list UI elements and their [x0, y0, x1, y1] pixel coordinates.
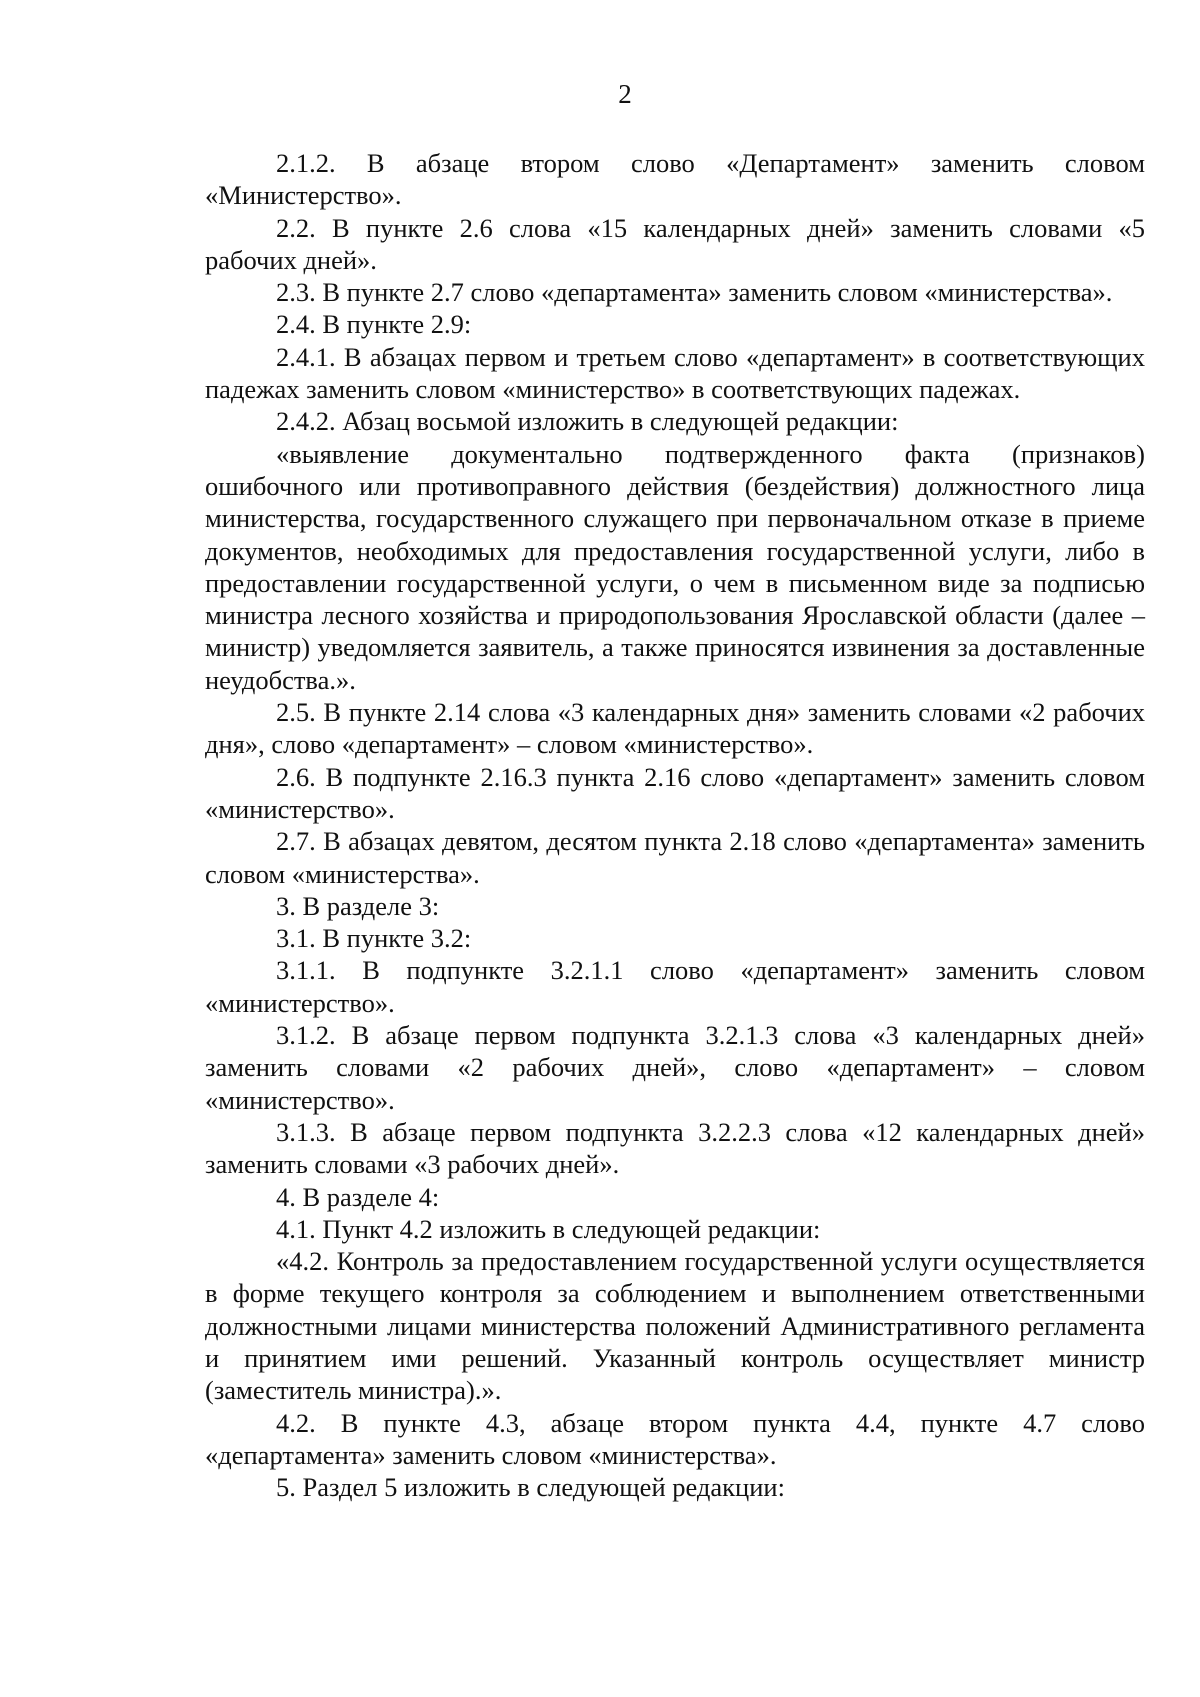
- paragraph-2-4: 2.4. В пункте 2.9:: [276, 309, 472, 340]
- paragraph-2-3: 2.3. В пункте 2.7 слово «департамента» заменить словом «министерства».: [276, 277, 1113, 308]
- page-number: 2: [618, 79, 632, 109]
- paragraph-4: 4. В разделе 4:: [276, 1181, 440, 1212]
- paragraph-4-2: 4.2. В пункте 4.3, абзаце втором пункта 4.4, пункте 4.7 слово «департамента» заменить словом «министерства».: [205, 1407, 1145, 1470]
- paragraph-2-7: 2.7. В абзацах девятом, десятом пункта 2.18 слово «департамента» заменить словом «министерства».: [205, 826, 1145, 889]
- document-body: [205, 147, 1145, 1503]
- paragraph-2-6: 2.6. В подпункте 2.16.3 пункта 2.16 слово «департамент» заменить словом «министерство».: [205, 761, 1145, 824]
- paragraph-3-1-2: 3.1.2. В абзаце первом подпункта 3.2.1.3 слова «3 календарных дней» заменить словами «2 рабочих дней», слово «департамент» – словом «министерство».: [205, 1020, 1145, 1115]
- paragraph-2-4-2: 2.4.2. Абзац восьмой изложить в следующей редакции:: [276, 406, 899, 437]
- paragraph-3: 3. В разделе 3:: [276, 890, 440, 921]
- paragraph-3-1-1: 3.1.1. В подпункте 3.2.1.1 слово «департамент» заменить словом «министерство».: [205, 955, 1145, 1018]
- paragraph-2-5: 2.5. В пункте 2.14 слова «3 календарных дня» заменить словами «2 рабочих дня», слово «департамент» – словом «министерство».: [205, 697, 1145, 760]
- paragraph-4-1: 4.1. Пункт 4.2 изложить в следующей редакции:: [276, 1213, 821, 1244]
- paragraph-5: 5. Раздел 5 изложить в следующей редакции:: [276, 1472, 785, 1503]
- paragraph-2-4-1: 2.4.1. В абзацах первом и третьем слово «департамент» в соответствующих падежах заменить словом «министерство» в соответствующих падежах.: [205, 341, 1145, 405]
- paragraph-3-1-3: 3.1.3. В абзаце первом подпункта 3.2.2.3 слова «12 календарных дней» заменить словами «3 рабочих дней».: [205, 1116, 1145, 1180]
- paragraph-3-1: 3.1. В пункте 3.2:: [276, 923, 472, 954]
- paragraph-2-2: 2.2. В пункте 2.6 слова «15 календарных дней» заменить словами «5 рабочих дней».: [205, 212, 1145, 275]
- paragraph-quoted-abzac-8: «выявление документально подтвержденного факта (признаков) ошибочного или противоправного действия (бездействия) должностного лица министерства, государственного служащего при первоначальном отказе в приеме документов, необходимых для предоставления государственной услуги, либо в предоставлении государственной услуги, о чем в письменном виде за подписью министра лесного хозяйства и природопользования Ярославской области (далее – министр) уведомляется заявитель, а также приносятся извинения за доставленные неудобства.».: [205, 438, 1145, 695]
- paragraph-quoted-4-2: «4.2. Контроль за предоставлением государственной услуги осуществляется в форме текущего контроля за соблюдением и выполнением ответственными должностными лицами министерства положений Административного регламента и принятием ими решений. Указанный контроль осуществляет министр (заместитель министра).».: [205, 1246, 1145, 1406]
- paragraph-2-1-2: 2.1.2. В абзаце втором слово «Департамент» заменить словом «Министерство».: [205, 148, 1145, 211]
